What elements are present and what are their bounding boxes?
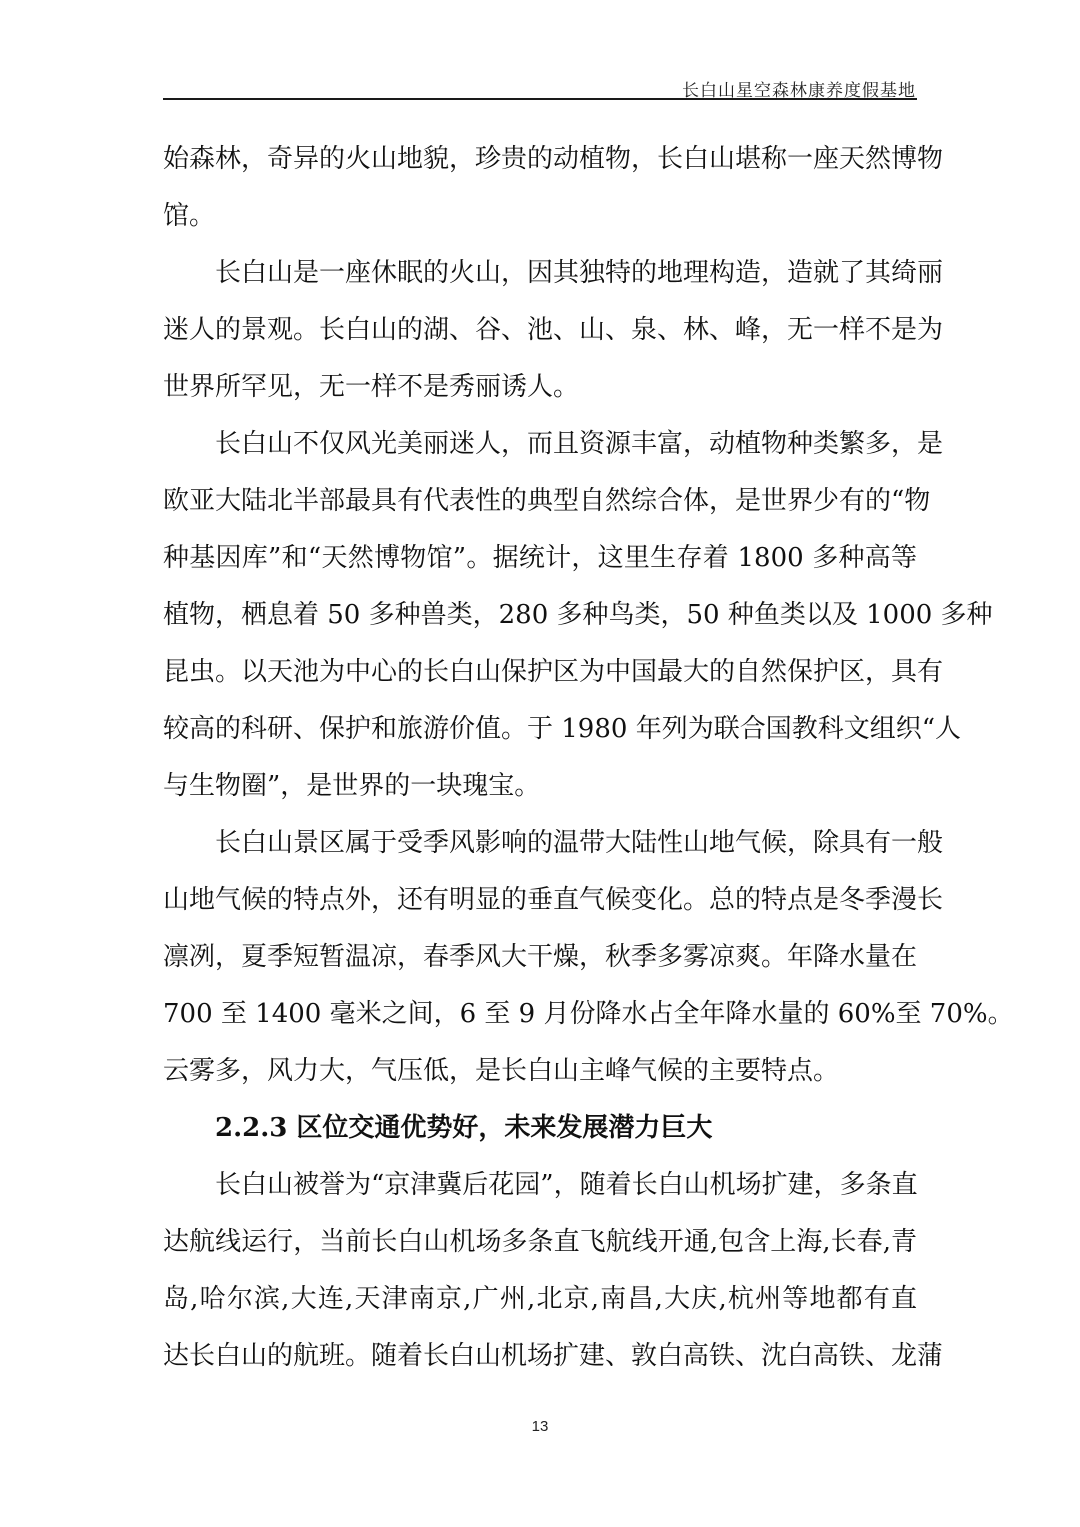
text-line: 昆虫。以天池为中心的长白山保护区为中国最大的自然保护区，具有 (163, 657, 944, 687)
text-line: 与生物圈”，是世界的一块瑰宝。 (163, 771, 541, 801)
text-line: 种基因库”和“天然博物馆”。据统计，这里生存着 1800 多种高等 (163, 543, 917, 573)
text-line: 长白山景区属于受季风影响的温带大陆性山地气候，除具有一般 (215, 828, 944, 858)
running-header: 长白山星空森林康养度假基地 (682, 81, 916, 101)
paragraph (163, 245, 944, 416)
text-line: 达长白山的航班。随着长白山机场扩建、敦白高铁、沈白高铁、龙蒲 (163, 1341, 944, 1371)
text-line: 凛冽，夏季短暂温凉，春季风大干燥，秋季多雾凉爽。年降水量在 (163, 942, 918, 972)
paragraph (163, 416, 993, 815)
text-line: 云雾多，风力大，气压低，是长白山主峰气候的主要特点。 (163, 1056, 840, 1086)
page-number: 13 (531, 1418, 549, 1435)
text-line: 岛,哈尔滨,大连,天津南京,广州,北京,南昌,大庆,杭州等地都有直 (163, 1284, 917, 1314)
text-line: 长白山是一座休眠的火山，因其独特的地理构造，造就了其绮丽 (215, 258, 944, 288)
text-line: 较高的科研、保护和旅游价值。于 1980 年列为联合国教科文组织“人 (163, 714, 961, 744)
text-line: 植物，栖息着 50 多种兽类，280 多种鸟类，50 种鱼类以及 1000 多种 (163, 600, 993, 630)
paragraph (163, 1157, 944, 1385)
text-line: 700 至 1400 毫米之间，6 至 9 月份降水占全年降水量的 60%至 70%。 (163, 999, 1014, 1029)
section-heading (163, 1100, 917, 1157)
text-line: 欧亚大陆北半部最具有代表性的典型自然综合体，是世界少有的“物 (163, 486, 931, 516)
header-rule (163, 98, 917, 100)
text-line: 始森林，奇异的火山地貌，珍贵的动植物，长白山堪称一座天然博物 (163, 144, 944, 174)
text-line: 迷人的景观。长白山的湖、谷、池、山、泉、林、峰，无一样不是为 (163, 315, 944, 345)
text-line: 达航线运行，当前长白山机场多条直飞航线开通,包含上海,长春,青 (163, 1227, 917, 1257)
text-line: 馆。 (163, 201, 216, 231)
heading-text: 2.2.3 区位交通优势好，未来发展潜力巨大 (215, 1113, 713, 1143)
text-line: 长白山被誉为“京津冀后花园”，随着长白山机场扩建，多条直 (215, 1170, 918, 1200)
text-line: 山地气候的特点外，还有明显的垂直气候变化。总的特点是冬季漫长 (163, 885, 944, 915)
document-body (163, 131, 1014, 1385)
paragraph (163, 815, 1014, 1100)
paragraph (163, 131, 944, 245)
text-line: 长白山不仅风光美丽迷人，而且资源丰富，动植物种类繁多，是 (215, 429, 944, 459)
text-line: 世界所罕见，无一样不是秀丽诱人。 (163, 372, 580, 402)
